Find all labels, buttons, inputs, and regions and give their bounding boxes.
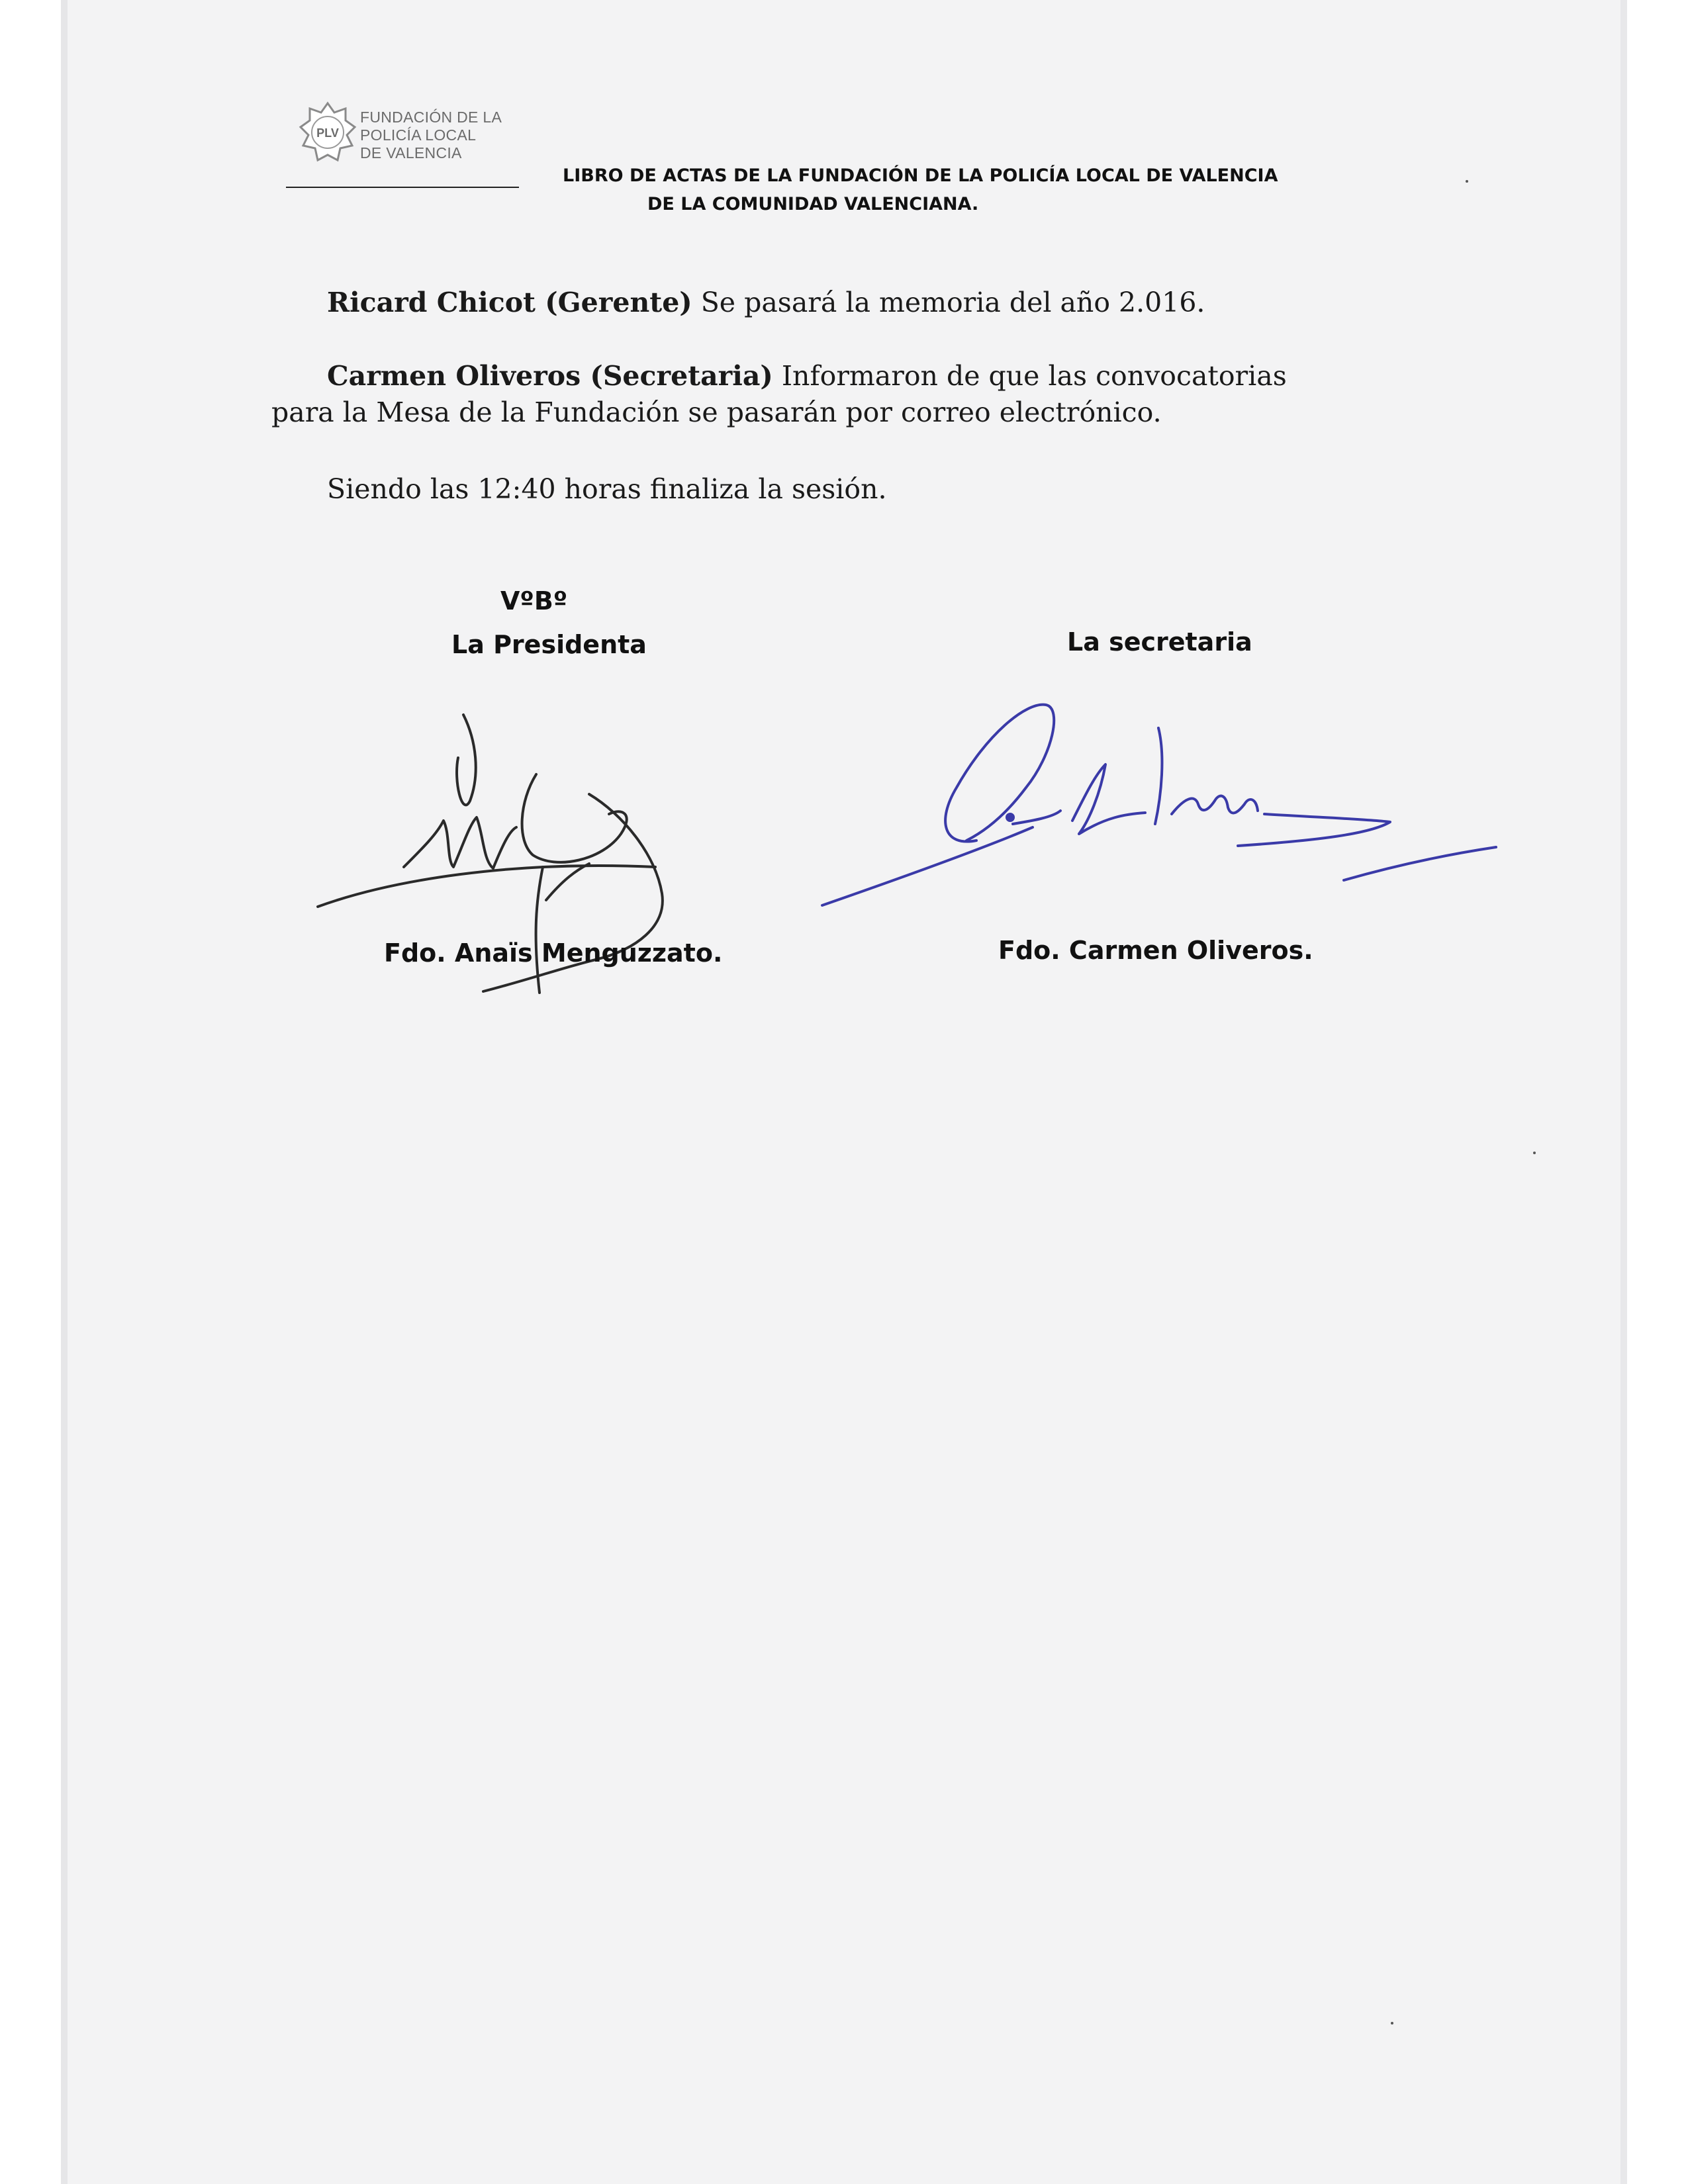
closing-sentence: Siendo las 12:40 horas finaliza la sesión. (327, 473, 887, 505)
foundation-logo (298, 101, 526, 173)
speaker-gerente: Ricard Chicot (Gerente) (327, 287, 692, 318)
speaker-secretaria: Carmen Oliveros (Secretaria) (327, 360, 773, 392)
secretary-role: La secretaria (1067, 627, 1252, 657)
logo-line-1: FUNDACIÓN DE LA (360, 109, 502, 126)
logo-text (360, 109, 502, 162)
scan-speck (1391, 2022, 1393, 2025)
logo-emblem-text: PLV (316, 126, 339, 140)
book-title-line-2: DE LA COMUNIDAD VALENCIANA. (647, 194, 979, 214)
secretary-name: Fdo. Carmen Oliveros. (998, 936, 1313, 965)
paragraph-secretaria-line-2: para la Mesa de la Fundación se pasarán por correo electrónico. (271, 396, 1162, 428)
vobo-label: VºBº (500, 586, 568, 615)
paragraph-secretaria-line-1 (327, 358, 1287, 394)
paragraph-gerente (327, 285, 1205, 320)
logo-line-3: DE VALENCIA (360, 144, 462, 161)
book-title-line-1: LIBRO DE ACTAS DE LA FUNDACIÓN DE LA POLICÍA LOCAL DE VALENCIA (563, 165, 1278, 186)
text-secretaria-1: Informaron de que las convocatorias (773, 360, 1287, 392)
logo-line-2: POLICÍA LOCAL (360, 126, 477, 144)
scan-speck (1466, 180, 1468, 183)
text-gerente: Se pasará la memoria del año 2.016. (692, 287, 1205, 318)
scanned-page (61, 0, 1627, 2184)
scan-speck (1533, 1152, 1536, 1154)
header-rule (286, 187, 519, 188)
president-role: La Presidenta (451, 630, 647, 659)
president-name: Fdo. Anaïs Menguzzato. (384, 938, 723, 968)
police-star-icon (298, 101, 357, 167)
secretary-signature (814, 682, 1503, 913)
scan-edge-left (61, 0, 68, 2184)
scan-edge-right (1620, 0, 1627, 2184)
president-signature (311, 702, 768, 1032)
